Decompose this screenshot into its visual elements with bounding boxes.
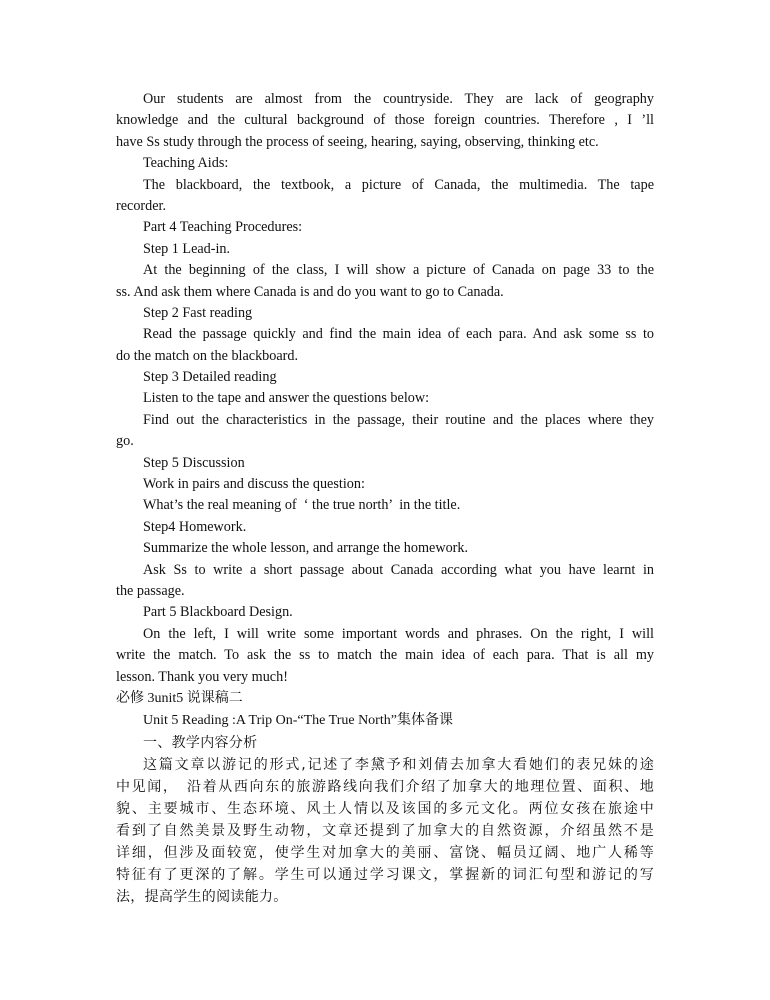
paragraph-line: write the match. To ask the ss to match the main idea of each para. That is all my (116, 647, 654, 664)
lesson-subtitle: Unit 5 Reading :A Trip On-“The True North”集体备课 (143, 712, 453, 728)
section-label: Teaching Aids: (143, 155, 229, 172)
paragraph-line: knowledge and the cultural background of those foreign countries. Therefore , I ’ll (116, 112, 654, 129)
paragraph-line-cn: 中见闻， 沿着从西向东的旅游路线向我们介绍了加拿大的地理位置、面积、地 (116, 778, 654, 795)
paragraph-line: Ask Ss to write a short passage about Canada according what you have learnt in (143, 561, 654, 578)
paragraph-line: go. (116, 433, 134, 450)
paragraph-line: Summarize the whole lesson, and arrange the homework. (143, 540, 469, 557)
step-heading: Step 5 Discussion (143, 454, 245, 471)
paragraph-line: the passage. (116, 582, 185, 599)
paragraph-line-cn: 特征有了更深的了解。学生可以通过学习课文，掌握新的词汇句型和游记的写 (116, 866, 654, 883)
step-heading: Step 1 Lead-in. (143, 240, 231, 257)
paragraph-line: have Ss study through the process of seeing, hearing, saying, observing, thinking etc. (116, 133, 599, 150)
paragraph-line: What’s the real meaning of ‘ the true north’ in the title. (143, 497, 461, 514)
paragraph-line: do the match on the blackboard. (116, 347, 299, 364)
paragraph-line: Work in pairs and discuss the question: (143, 476, 365, 493)
paragraph-line: Listen to the tape and answer the questions below: (143, 390, 430, 407)
paragraph-line: The blackboard, the textbook, a picture of Canada, the multimedia. The tape (143, 176, 654, 193)
document-title: 必修 3unit5 说课稿二 (116, 690, 243, 706)
section-heading: Part 4 Teaching Procedures: (143, 219, 303, 236)
step-heading: Step4 Homework. (143, 518, 247, 535)
paragraph-line: lesson. Thank you very much! (116, 668, 288, 685)
paragraph-line-cn: 貌、主要城市、生态环境、风土人情以及该国的多元文化。两位女孩在旅途中 (116, 800, 654, 817)
paragraph-line: On the left, I will write some important words and phrases. On the right, I will (143, 625, 654, 642)
paragraph-line: recorder. (116, 197, 167, 214)
step-heading: Step 2 Fast reading (143, 304, 253, 321)
paragraph-line-cn: 法，提高学生的阅读能力。 (116, 888, 288, 905)
paragraph-line: At the beginning of the class, I will show a picture of Canada on page 33 to the (143, 262, 654, 279)
paragraph-line-cn: 看到了自然美景及野生动物，文章还提到了加拿大的自然资源，介绍虽然不是 (116, 822, 654, 839)
paragraph-line: Read the passage quickly and find the main idea of each para. And ask some ss to (143, 326, 654, 343)
step-heading: Step 3 Detailed reading (143, 369, 277, 386)
paragraph-line: Our students are almost from the countryside. They are lack of geography (143, 91, 654, 107)
section-heading: Part 5 Blackboard Design. (143, 604, 293, 621)
paragraph-line-cn: 详细，但涉及面较宽，使学生对加拿大的美丽、富饶、幅员辽阔、地广人稀等 (116, 844, 654, 861)
paragraph-line-cn: 这篇文章以游记的形式,记述了李黛予和刘倩去加拿大看她们的表兄妹的途 (143, 756, 654, 773)
section-heading-cn: 一、教学内容分析 (143, 734, 258, 751)
paragraph-line: Find out the characteristics in the passage, their routine and the places where they (143, 411, 654, 428)
paragraph-line: ss. And ask them where Canada is and do you want to go to Canada. (116, 283, 504, 300)
document-page (116, 89, 654, 908)
